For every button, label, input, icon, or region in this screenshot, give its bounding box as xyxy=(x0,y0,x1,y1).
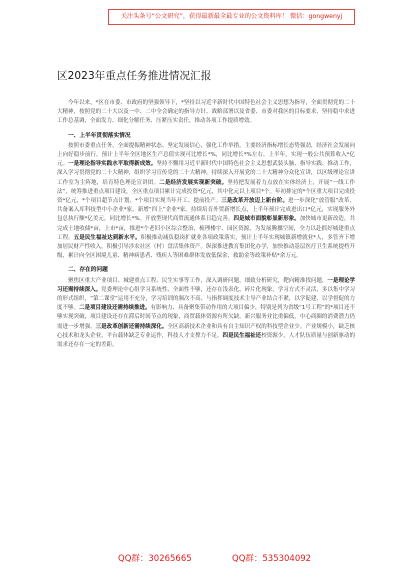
page-title: 区2023年重点任务推进情况汇报 xyxy=(57,70,212,82)
section2-point-4: 四是民生福祉还 xyxy=(222,332,262,339)
section1-point-2: 二是经济发展实现新突破。 xyxy=(159,179,228,186)
section1-heading: 一、上半年贯彻落实情况 xyxy=(68,132,131,139)
section1-point-4: 四是城市面貌彰显新形象。 xyxy=(233,216,300,223)
section1-point-5: 五是民生福祉达到新水平。 xyxy=(73,234,141,241)
section2-paragraph: 聚焦区重大产业项目、城建重点工程、民生实事等工作，深入调研问题，细致分析研究，靶向精准找问题，一是理论学习还需持续深入。党委理论中心组学习系统性、全面性不够，还存在浅表化、碎片化现象，学习方式不灵活，多以集中学习的形式组织，“第二课堂”运用不充分，学习培训的频次不高、与指挥调度技术主导产业结合不紧，以学促建、以学督促的力度不够。二是项目建设还需持续推进。有影响力、具备聚集带动作用的大项目偏少，特别是列为省级“1号工程”的*项目还不够实现突破，项目建设还存在滞后时间节点的现象，商贸载体资源有所欠缺，新兴服务业比重偏低，中心商圈的消费潜力仍需进一步增强。三是改革创新还需持续深化。全区高新技术企业和具有自主知识产权的科技型企业少。产业规模小，缺乏核心技术和龙头企业，平台载体缺乏专业运作，科技人才支撑力不足。四是民生福祉还校资源少，人才队伍质量与创新驱动的需求还存在一定的差距。 xyxy=(57,277,355,349)
intro-paragraph: 今年以来，*区在市委、市政府的坚强领导下，*坚持以习近平新时代中国特色社会主义思想为指导，全面贯彻党的二十大精神，按照党的二十大以及一中、二中全会确定的指导方针、战略部署以及省委、市委对我区的目标要求，坚持稳中求进工作总基调，全面发力、细化分解任务、压紧压实责任，推动各项工作提质增效。 xyxy=(57,100,355,125)
qq-group-2: QQ群：535304092 xyxy=(232,554,312,564)
section2-heading: 二、存在的问题 xyxy=(68,267,108,274)
document-body xyxy=(57,48,355,350)
banner: 关注头条号“公文研究”，获得最新最全最专业的公文资料库！ 微信：gongwenyj xyxy=(108,9,355,25)
qq-group-1: QQ群：30265665 xyxy=(118,554,192,564)
section1-point-3: 三是改革开放迈上新台阶。 xyxy=(221,198,289,205)
section2-point-2: 二是项目建设还需持续推进。 xyxy=(79,305,151,312)
section1-point-1: 一是理论指导实践水平取得新成效。 xyxy=(68,161,157,168)
section1-paragraph: 按照市委重点任务，全面提振精神状态、坚定发展信心，强化工作举措，主要经济指标增长态势强劲，经济社会发展向上向好稳步前行。预计上半年全区地区生产总值实现可比增长*%，同比增长*%左右。上半年，实现一般公共预算收入*亿元。一是理论指导实践水平取得新成效。坚持不懈用习近平新时代中国特色社会主义思想武装头脑、指导实践、推动工作，深入学习贯彻党的二十大精神，组织学习宣传党的二十大精神，持续深入开展党的二十大精神分众化宣讲，以区级理论宣讲工作室为主阵地，培育特色理论宣讲团。二是经济发展实现新突破。坚持把发展着力点放在实体经济上，开展“一线工作法”，统筹推进重点项目建设，全区重点项目累计完成投资*亿元，其中化元以上项目*个。年初排定的*个区重大项目完成投资*亿元，*个项目超节点计划，*个项目实现当年开工、提前投产。三是改革开放迈上新台阶。进一步深化“放管服”改革，共备案入库科技型中小企业*家，新增“四上”企业*家。持续培育外贸新增长点，上半年预计完成进出口*亿元，实现服务外包总执行额*亿美元，同比增长*%。开放型现代商贸流通体系日趋完善。四是城市面貌彰显新形象。加快城市更新改造，共完成土地收储*亩，上市*亩，推进*个老旧小区综合整治，梳理楼宇、园区资源，为发展腾挪空间，全力以赴抓好城建重点工程。五是民生福祉达到新水平。积极推动减负稳岗扩就业各项政策落实，预计上半年实现城镇新增就业*人，多管齐下增加居民财产性收入，积极引导涉农社区（村）盘活集体资产。纵深推进教育集团化办学，加快推动基层医疗卫生系统提档升级，累计向全区困境儿童、精神病患者、残疾人等困难群体发放低保金、救助金等政策补贴*余万元。 xyxy=(57,142,355,260)
section2-point-3: 三是改革创新还需持续深化。 xyxy=(95,323,168,330)
section2-point-1: 一是理论学习还需持续深入。 xyxy=(57,277,355,293)
